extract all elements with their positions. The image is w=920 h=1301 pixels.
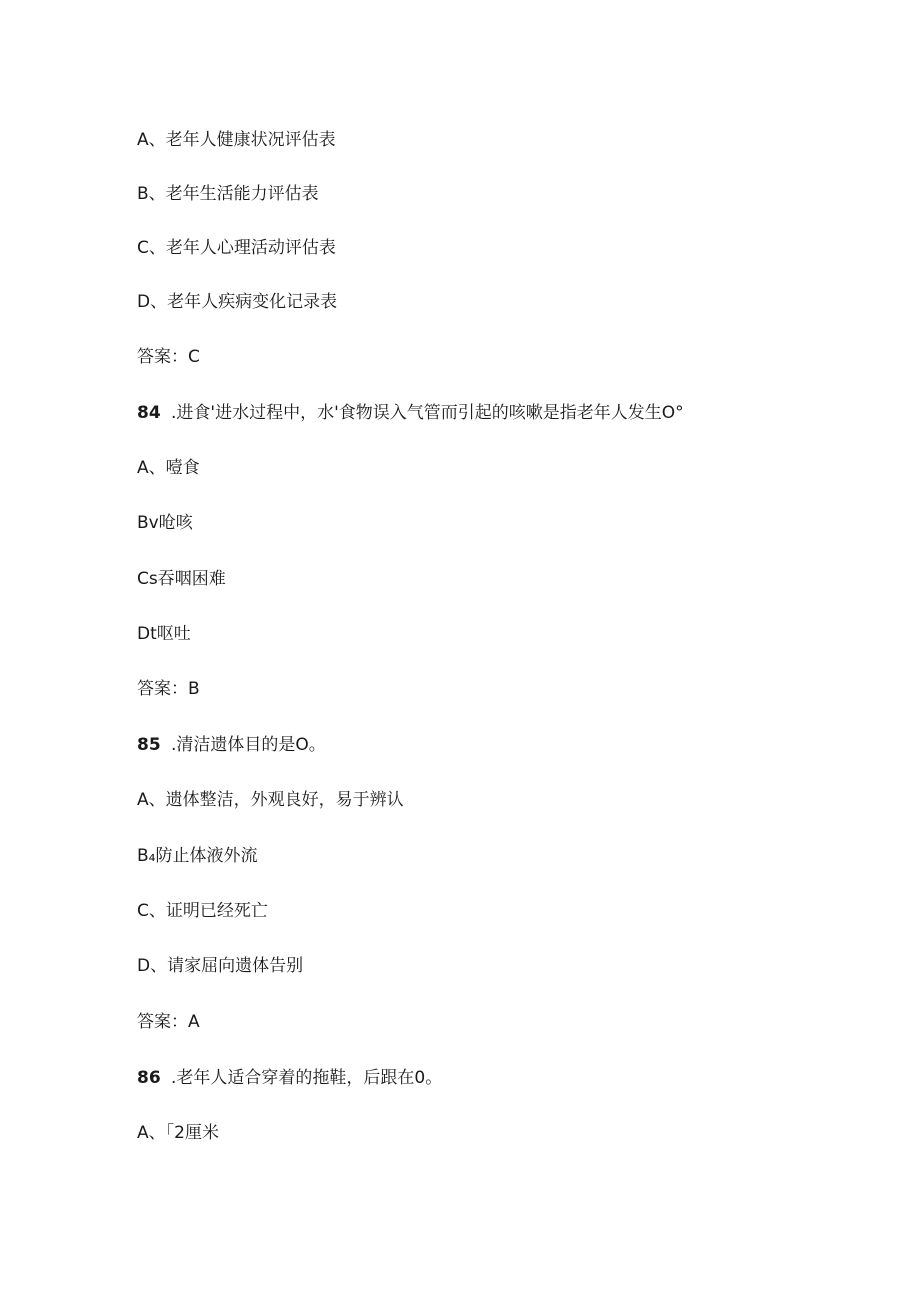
option-a-text: A、噎食	[137, 458, 200, 478]
question-text: .进食'进水过程中，水'食物误入气管而引起的咳嗽是指老年人发生O°	[171, 403, 684, 423]
question-number: 84	[137, 403, 161, 423]
question-number: 85	[137, 735, 161, 755]
question-number: 86	[137, 1068, 161, 1088]
option-a-text: A、遗体整洁，外观良好，易于辨认	[137, 790, 404, 810]
question-text: .清洁遗体目的是O。	[171, 735, 326, 755]
answer-text: 答案：B	[137, 679, 200, 699]
option-d-text: D、老年人疾病变化记录表	[137, 292, 338, 312]
question-86	[137, 1066, 442, 1090]
option-d-text: D、请家屈向遗体告别	[137, 956, 304, 976]
option-b-text: B、老年生活能力评估表	[137, 184, 319, 204]
option-b-text: Bv呛咳	[137, 513, 193, 533]
option-d-text: Dt呕吐	[137, 624, 191, 644]
answer-text: 答案：A	[137, 1012, 200, 1032]
option-c-text: Cs吞咽困难	[137, 569, 226, 589]
option-a-text: A、「2厘米	[137, 1123, 219, 1143]
option-a-text: A、老年人健康状况评估表	[137, 130, 336, 150]
question-85	[137, 733, 326, 757]
question-text: .老年人适合穿着的拖鞋，后跟在0。	[171, 1068, 443, 1088]
option-c-text: C、老年人心理活动评估表	[137, 238, 336, 258]
option-c-text: C、证明已经死亡	[137, 901, 268, 921]
option-b-text: B₄防止体液外流	[137, 846, 258, 866]
question-84	[137, 401, 684, 425]
answer-text: 答案：C	[137, 347, 200, 367]
